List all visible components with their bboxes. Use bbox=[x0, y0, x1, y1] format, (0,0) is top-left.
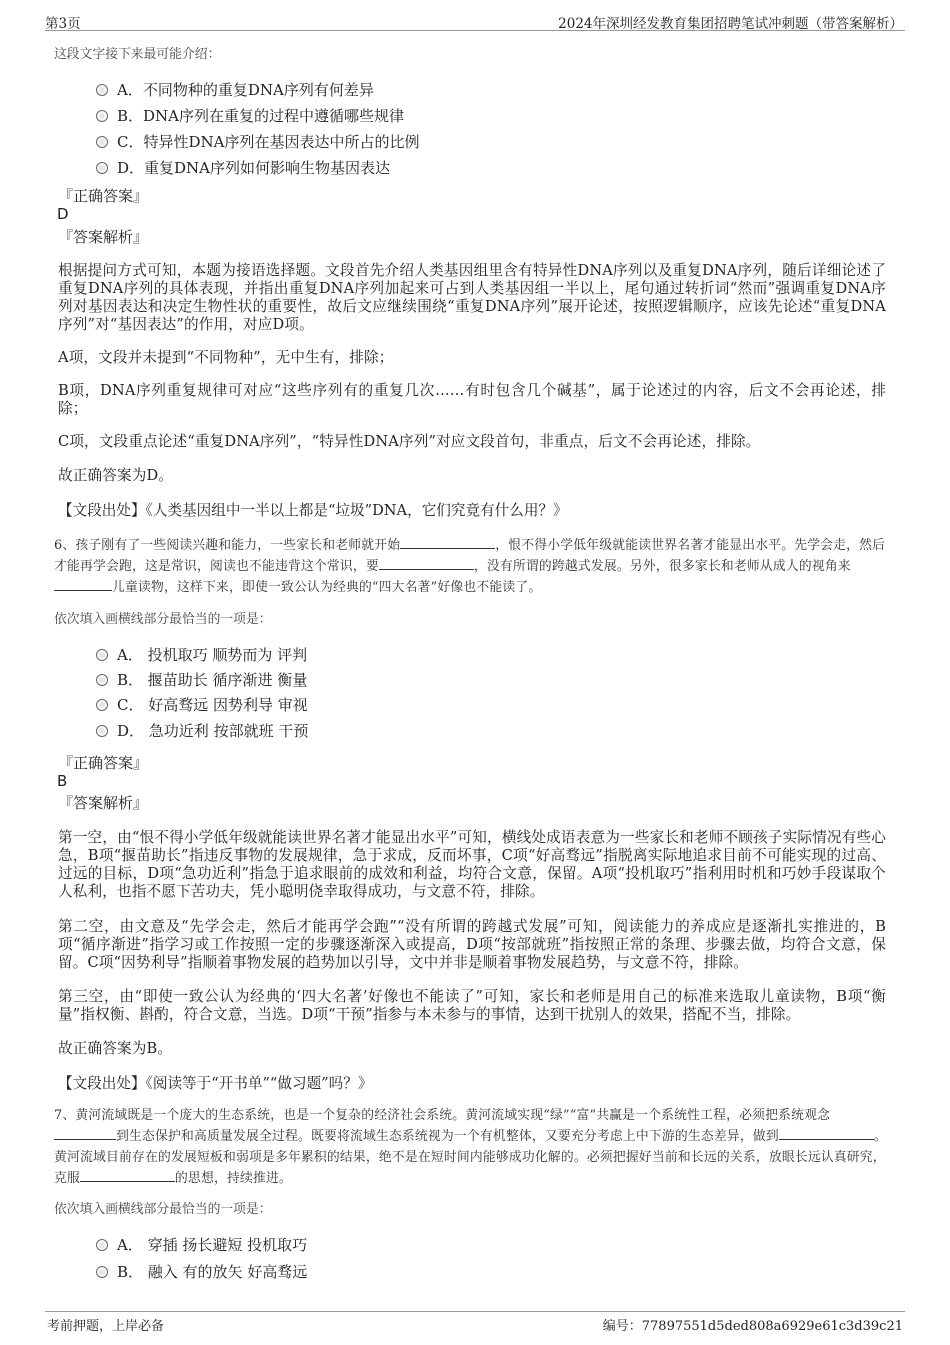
radio-button-icon[interactable] bbox=[96, 699, 108, 711]
q6-stem: 6、孩子刚有了一些阅读兴趣和能力，一些家长和老师就开始 ，恨不得小学低年级就能读世界名著才能显出水平。先学会走，然后才能再学会跑，这是常识，阅读也不能违背这个常识，要 ，没有所谓的跨越式发展。另外，很多家长和老师从成人的视角来儿童读物，这样下来，即使一致公认为经典的“四大名著”好像也不能读了。 bbox=[54, 538, 886, 595]
page-footer bbox=[45, 1311, 905, 1338]
q6-source: 【文段出处】《阅读等于“开书单”“做习题”吗？》 bbox=[58, 1075, 373, 1092]
q6-analysis-label: 『答案解析』 bbox=[58, 794, 149, 812]
q5-analysis-paragraph: B项，DNA序列重复规律可对应“这些序列有的重复几次……有时包含几个碱基”，属于论述过的内容，后文不会再论述，排除； bbox=[58, 382, 886, 417]
fill-blank bbox=[400, 536, 495, 549]
q6-option-b[interactable]: B． 揠苗助长 循序渐进 衡量 bbox=[96, 670, 307, 690]
q7-option-a[interactable]: A． 穿插 扬长避短 投机取巧 bbox=[96, 1235, 307, 1255]
q5-prompt: 这段文字接下来最可能介绍： bbox=[54, 47, 221, 62]
radio-button-icon[interactable] bbox=[96, 1239, 108, 1251]
page-number: 第3页 bbox=[45, 16, 81, 32]
q6-analysis-paragraph: 第一空，由“恨不得小学低年级就能读世界名著才能显出水平”可知，横线处成语表意为一些家长和老师不顾孩子实际情况有些心急，B项“揠苗助长”指违反事物的发展规律，急于求成，反而坏事，C项“好高骛远”指脱离实际地追求目前不可能实现的过高、过远的目标，D项“急功近利”指急于追求眼前的成效和利益，均符合文意，保留。A项“投机取巧”指利用时机和巧妙手段谋取个人私利，也指不愿下苦功夫，凭小聪明侥幸取得成功，与文意不符，排除。 bbox=[58, 829, 886, 900]
q5-correct-answer: D bbox=[57, 205, 69, 223]
radio-button-icon[interactable] bbox=[96, 84, 108, 96]
q7-stem: 7、黄河流域既是一个庞大的生态系统，也是一个复杂的经济社会系统。黄河流域实现“绿”“富”共赢是一个系统性工程，必须把系统观念到生态保护和高质量发展全过程。既要将流域生态系统视为一个有机整体，又要充分考虑上中下游的生态差异，做到 。黄河流域目前存在的发展短板和弱项是多年累积的结果，绝不是在短时间内能够成功化解的。必须把握好当前和长远的关系，放眼长远认真研究，克服 的思想，持续推进。 bbox=[54, 1108, 887, 1186]
q5-option-d[interactable]: D．重复DNA序列如何影响生物基因表达 bbox=[96, 158, 390, 178]
q5-option-a[interactable]: A．不同物种的重复DNA序列有何差异 bbox=[96, 80, 374, 100]
footer-slogan: 考前押题，上岸必备 bbox=[47, 1319, 165, 1334]
q5-analysis-paragraph: 根据提问方式可知，本题为接语选择题。文段首先介绍人类基因组里含有特异性DNA序列以及重复DNA序列，随后详细论述了重复DNA序列的具体表现，并指出重复DNA序列加起来可占到人类基因组一半以上，尾句通过转折词“然而”强调重复DNA序列对基因表达和决定生物性状的重要性，故后文应继续围绕“重复DNA序列”展开论述，按照逻辑顺序，应该先论述“重复DNA序列”对“基因表达”的作用，对应D项。 bbox=[58, 262, 886, 333]
fill-blank bbox=[779, 1127, 874, 1140]
q6-analysis-paragraph: 第二空，由文意及“先学会走，然后才能再学会跑”“没有所谓的跨越式发展”可知，阅读能力的养成应是逐渐扎实推进的，B项“循序渐进”指学习或工作按照一定的步骤逐渐深入或提高，D项“按部就班”指按照正常的条理、步骤去做，均符合文意，保留。C项“因势利导”指顺着事物发展的趋势加以引导，文中并非是顺着事物发展趋势，与文意不符，排除。 bbox=[58, 918, 886, 971]
radio-button-icon[interactable] bbox=[96, 136, 108, 148]
q6-correct-answer: B bbox=[57, 772, 68, 790]
q6-option-a[interactable]: A． 投机取巧 顺势而为 评判 bbox=[96, 645, 307, 665]
q7-option-b[interactable]: B． 融入 有的放矢 好高骛远 bbox=[96, 1262, 307, 1282]
page-header bbox=[45, 8, 905, 31]
q6-option-d[interactable]: D． 急功近利 按部就班 干预 bbox=[96, 721, 308, 741]
document-id: 编号：77897551d5ded808a6929e61c3d39c21 bbox=[602, 1319, 903, 1334]
fill-blank bbox=[80, 1169, 175, 1182]
q6-correct-answer-label: 『正确答案』 bbox=[58, 754, 149, 772]
q5-analysis-paragraph: A项，文段并未提到“不同物种”，无中生有，排除； bbox=[58, 349, 394, 366]
q5-source: 【文段出处】《人类基因组中一半以上都是“垃圾”DNA，它们究竟有什么用？》 bbox=[58, 502, 568, 519]
radio-button-icon[interactable] bbox=[96, 1266, 108, 1278]
radio-button-icon[interactable] bbox=[96, 649, 108, 661]
q5-option-c[interactable]: C．特异性DNA序列在基因表达中所占的比例 bbox=[96, 132, 419, 152]
q6-analysis-paragraph: 第三空，由“即使一致公认为经典的‘四大名著’好像也不能读了”可知，家长和老师是用自己的标准来选取儿童读物，B项“衡量”指权衡、斟酌，符合文意，当选。D项“干预”指参与本未参与的事情，达到干扰别人的效果，搭配不当，排除。 bbox=[58, 988, 886, 1023]
radio-button-icon[interactable] bbox=[96, 725, 108, 737]
q6-analysis-paragraph: 故正确答案为B。 bbox=[58, 1040, 173, 1057]
fill-blank bbox=[54, 578, 112, 591]
document-title: 2024年深圳经发教育集团招聘笔试冲刺题（带答案解析） bbox=[558, 16, 903, 32]
q5-correct-answer-label: 『正确答案』 bbox=[58, 187, 149, 205]
q5-analysis-label: 『答案解析』 bbox=[58, 228, 149, 246]
q5-option-b[interactable]: B．DNA序列在重复的过程中遵循哪些规律 bbox=[96, 106, 404, 126]
q6-prompt: 依次填入画横线部分最恰当的一项是： bbox=[54, 612, 272, 627]
q6-option-c[interactable]: C． 好高骛远 因势利导 审视 bbox=[96, 695, 308, 715]
radio-button-icon[interactable] bbox=[96, 674, 108, 686]
fill-blank bbox=[379, 557, 474, 570]
radio-button-icon[interactable] bbox=[96, 162, 108, 174]
radio-button-icon[interactable] bbox=[96, 110, 108, 122]
q5-analysis-paragraph: C项，文段重点论述“重复DNA序列”，“特异性DNA序列”对应文段首句，非重点，后文不会再论述，排除。 bbox=[58, 433, 761, 450]
q7-prompt: 依次填入画横线部分最恰当的一项是： bbox=[54, 1202, 272, 1217]
q5-analysis-paragraph: 故正确答案为D。 bbox=[58, 467, 174, 484]
fill-blank bbox=[54, 1127, 116, 1140]
